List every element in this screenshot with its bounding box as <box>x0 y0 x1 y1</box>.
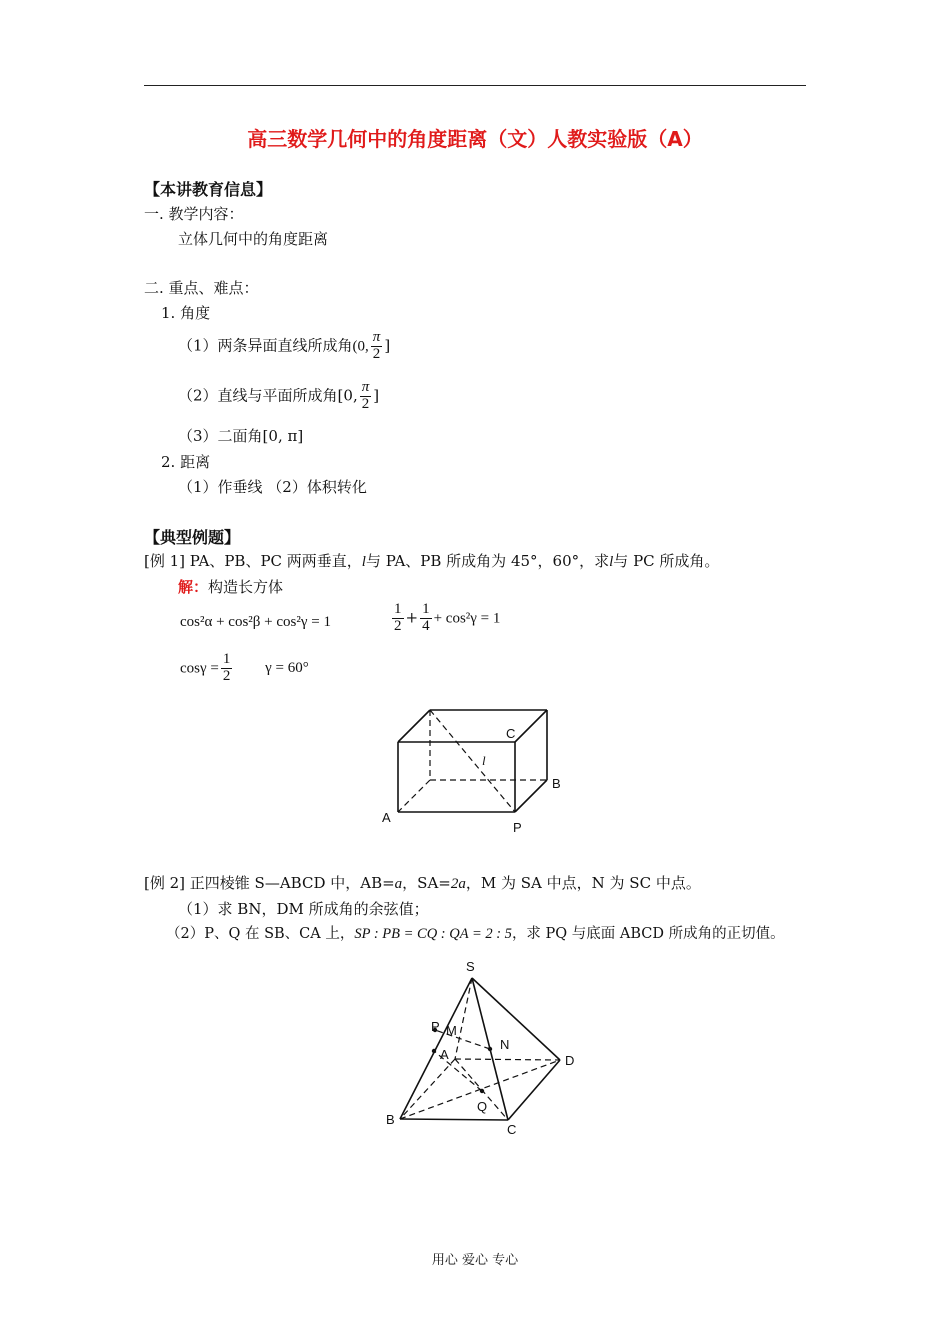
angle-item-1: （1）两条异面直线所成角(0, $\frac{\pi}{2}$ ] <box>178 329 391 362</box>
fraction-pi-over-2: $\frac{\pi}{2}$ <box>361 379 370 412</box>
header-rule <box>144 85 806 86</box>
page-title: 高三数学几何中的角度距离（文）人教实验版（A） <box>247 127 703 151</box>
angle-item-3: （3）二面角[0, π] <box>178 427 304 445</box>
label-Q: Q <box>477 1099 488 1114</box>
solution-label: 解： <box>178 578 209 596</box>
example-2-question-1: （1）求 BN，DM 所成角的余弦值； <box>178 900 429 918</box>
cuboid-figure <box>370 700 570 840</box>
label-S: S <box>466 959 475 974</box>
label-M: M <box>446 1023 457 1038</box>
label-B: B <box>386 1112 395 1127</box>
equation-1: cos²α + cos²β + cos²γ = 1 <box>180 614 331 630</box>
distance-items: （1）作垂线 （2）体积转化 <box>178 478 367 496</box>
example-2-statement: [例 2] 正四棱锥 S—ABCD 中，AB=a，SA=2a，M 为 SA 中点，N 为 SC 中点。 <box>144 874 701 892</box>
fraction-pi-over-2: $\frac{\pi}{2}$ <box>372 329 381 362</box>
angle-item-2: （2）直线与平面所成角[0, $\frac{\pi}{2}$ ] <box>178 379 380 412</box>
label-A: A <box>382 810 391 825</box>
distance-label: 2. 距离 <box>161 453 211 471</box>
label-C: C <box>506 726 516 741</box>
content-label: 一. 教学内容： <box>144 205 244 223</box>
equation-3: cosγ = $\frac{1}{2}$ γ = 60° <box>180 651 309 684</box>
content-text: 立体几何中的角度距离 <box>178 230 329 248</box>
label-P: P <box>513 820 522 835</box>
section-heading-examples: 【典型例题】 <box>144 528 241 547</box>
label-l: l <box>482 753 486 768</box>
angle-label: 1. 角度 <box>161 304 211 322</box>
label-N: N <box>500 1037 510 1052</box>
page-footer: 用心 爱心 专心 <box>431 1253 519 1268</box>
example-1-solution: 解：构造长方体 <box>178 578 284 596</box>
label-P: P <box>431 1019 440 1034</box>
label-D: D <box>565 1053 575 1068</box>
key-points-label: 二. 重点、难点： <box>144 279 259 297</box>
example-2-question-2: （2）P、Q 在 SB、CA 上，SP : PB = CQ : QA = 2 : 5，求 PQ 与底面 ABCD 所成角的正切值。 <box>166 926 785 942</box>
example-1-statement: [例 1] PA、PB、PC 两两垂直，l与 PA、PB 所成角为 45°，60°，求l与 PC 所成角。 <box>144 552 720 570</box>
label-C: C <box>507 1122 517 1137</box>
label-B: B <box>552 776 561 791</box>
pyramid-figure <box>380 955 590 1140</box>
section-heading-info: 【本讲教育信息】 <box>144 180 273 199</box>
label-A: A <box>440 1047 449 1062</box>
equation-2: $\frac{1}{2}$ + $\frac{1}{4}$ + cos²γ = 1 <box>394 601 501 634</box>
